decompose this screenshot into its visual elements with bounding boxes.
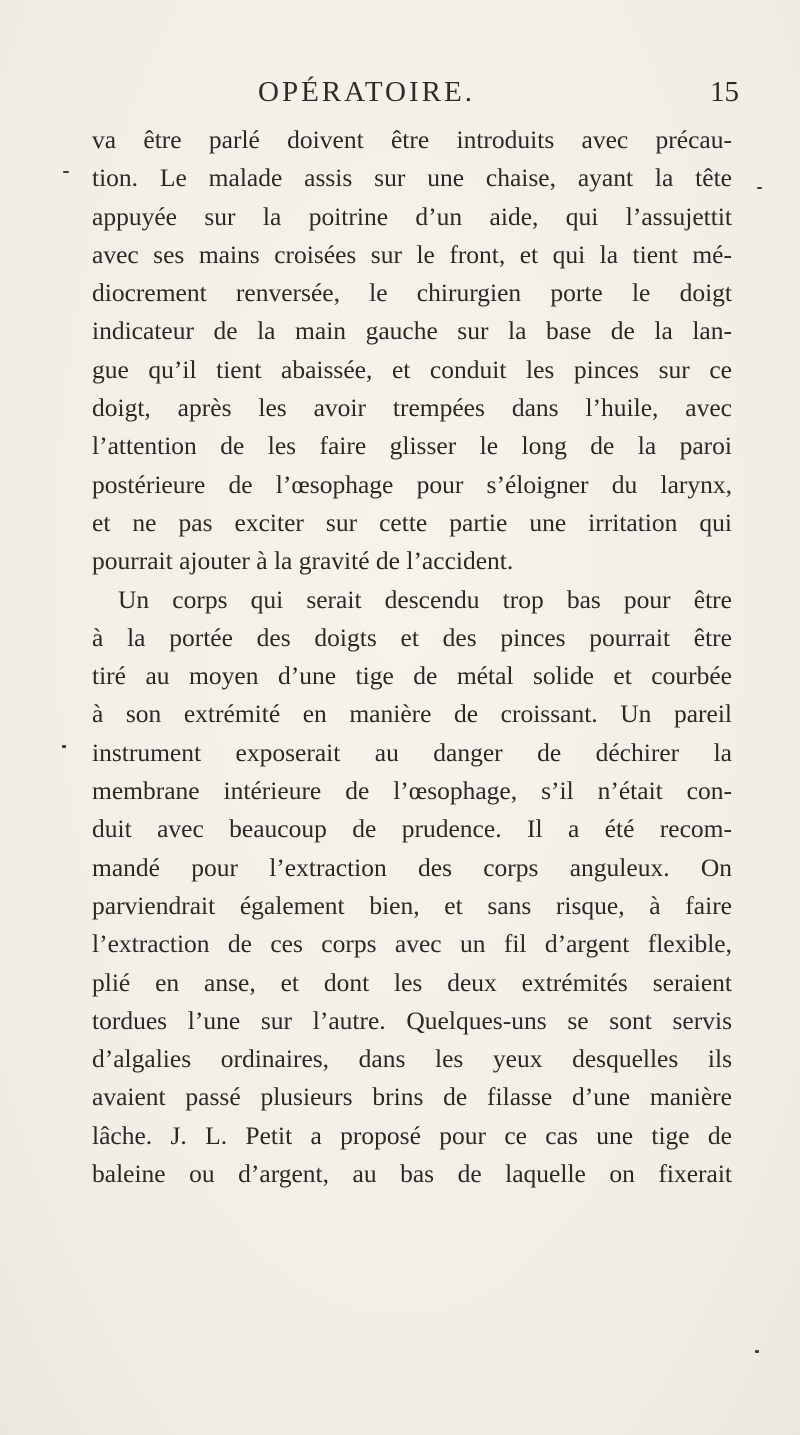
text-line: d’algalies ordinaires, dans les yeux desquelles ils	[92, 1044, 732, 1074]
text-line: mandé pour l’extraction des corps anguleux. On	[92, 852, 732, 882]
text-line: parviendrait également bien, et sans risque, à faire	[92, 890, 732, 920]
text-line: tion. Le malade assis sur une chaise, ayant la tête	[92, 163, 732, 193]
text-line: va être parlé doivent être introduits avec précau-	[92, 125, 732, 154]
margin-mark	[755, 1350, 759, 1353]
text-line: instrument exposerait au danger de déchirer la	[92, 737, 732, 767]
text-line: diocrement renversée, le chirurgien porte le doigt	[92, 278, 732, 308]
text-line: indicateur de la main gauche sur la base de la lan-	[92, 316, 732, 346]
text-line: à son extrémité en manière de croissant. Un pareil	[92, 699, 732, 729]
text-line: baleine ou d’argent, au bas de laquelle on fixerait	[92, 1159, 732, 1189]
margin-mark	[62, 745, 66, 748]
running-title: OPÉRATOIRE.	[258, 76, 475, 108]
margin-mark	[63, 171, 69, 173]
text-line: duit avec beaucoup de prudence. Il a été recom-	[92, 814, 732, 844]
text-line: tordues l’une sur l’autre. Quelques-uns se sont servis	[92, 1005, 732, 1035]
margin-mark	[757, 187, 762, 189]
page-number: 15	[710, 76, 739, 108]
text-line: Un corps qui serait descendu trop bas pour être	[118, 584, 732, 614]
text-line: l’extraction de ces corps avec un fil d’argent flexible,	[92, 929, 732, 959]
text-line: avaient passé plusieurs brins de filasse d’une manière	[92, 1082, 732, 1112]
text-line: l’attention de les faire glisser le long de la paroi	[92, 431, 732, 461]
text-line: avec ses mains croisées sur le front, et qui la tient mé-	[92, 239, 732, 269]
text-line: postérieure de l’œsophage pour s’éloigner du larynx,	[92, 469, 732, 499]
text-line: doigt, après les avoir trempées dans l’huile, avec	[92, 393, 732, 423]
body-text	[92, 121, 732, 1193]
text-line: gue qu’il tient abaissée, et conduit les pinces sur ce	[92, 354, 732, 384]
text-line: et ne pas exciter sur cette partie une irritation qui	[92, 507, 732, 537]
text-line: à la portée des doigts et des pinces pourrait être	[92, 622, 732, 652]
text-line: membrane intérieure de l’œsophage, s’il n’était con-	[92, 776, 732, 806]
running-head	[0, 76, 800, 116]
text-line: tiré au moyen d’une tige de métal solide et courbée	[92, 661, 732, 691]
text-line: lâche. J. L. Petit a proposé pour ce cas une tige de	[92, 1120, 732, 1150]
text-line: appuyée sur la poitrine d’un aide, qui l’assujettit	[92, 201, 732, 231]
text-line: pourrait ajouter à la gravité de l’accident.	[92, 546, 514, 576]
text-line: plié en anse, et dont les deux extrémités seraient	[92, 967, 732, 997]
